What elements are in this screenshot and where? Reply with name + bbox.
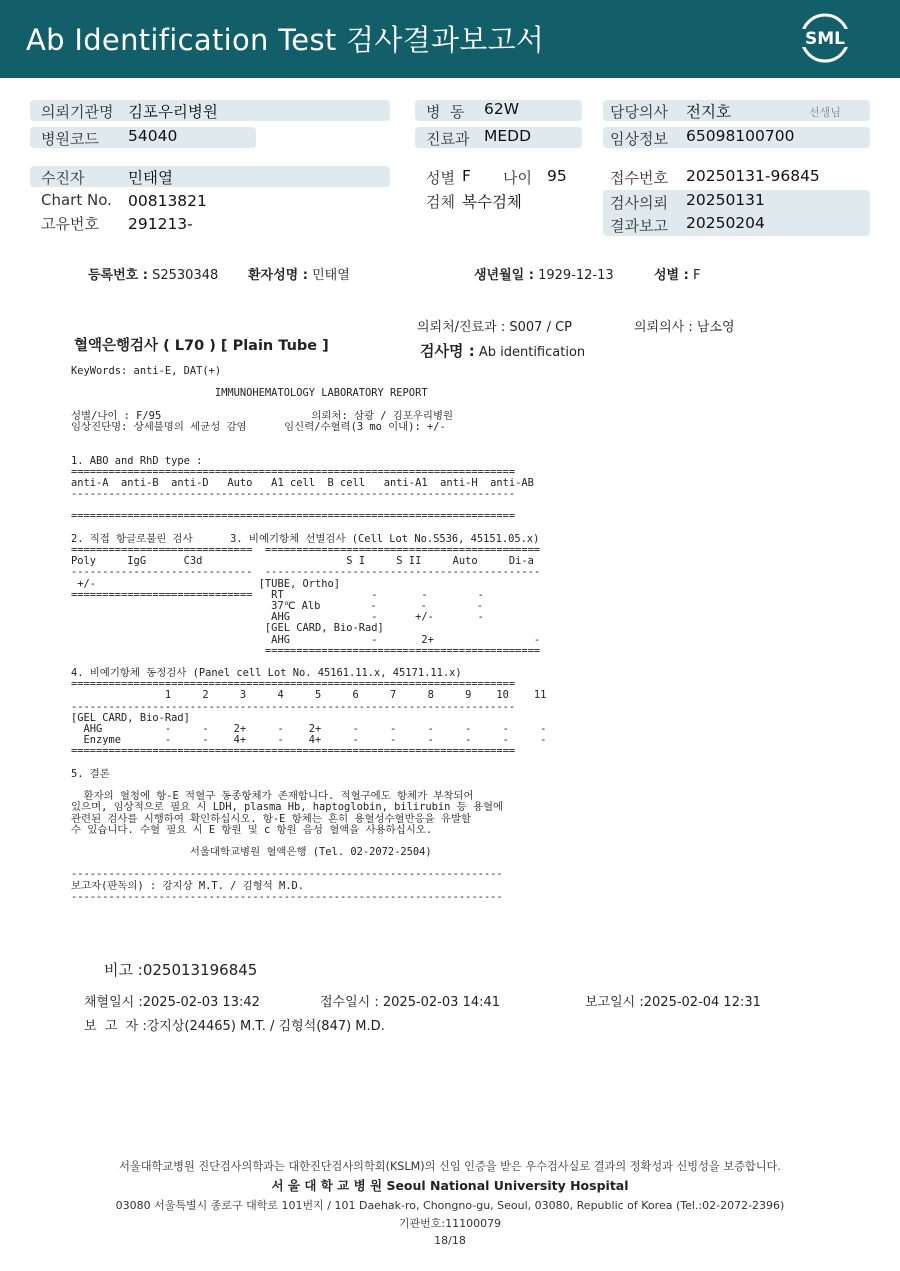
report-line: 성별/나이 : F/95 의뢰처: 삼광 / 김포우리병원 [71,409,454,422]
receive-label: 접수일시 : [320,995,379,1010]
report-line [71,444,541,455]
report-line: 4. 비예기항체 동정검사 (Panel cell Lot No. 45161.11.x, 45171.11.x) [71,667,462,680]
patient-name-label: 환자성명 : [248,268,308,283]
report-line: --------------------------------------------------------------------- [71,890,503,903]
report-line: ----------------------------------------------------------------------- [71,488,516,501]
patient-name [248,264,350,283]
report-line: ======================================================================= [71,678,516,691]
age-label: 나이 [503,169,532,187]
report-line: +/- [TUBE, Ortho] [71,577,340,590]
ward-label: 병 동 [426,103,465,121]
note [104,959,257,980]
report-line: AHG - - 2+ - 2+ - - - - - - [71,723,547,735]
report-line: ----------------------------------------------------------------------- [71,700,516,713]
chart-no-label: Chart No. [41,191,112,209]
ref-doctor-label: 의뢰의사 : [634,320,693,335]
report-time [585,991,761,1010]
report-header [0,0,900,78]
specimen-value: 복수검체 [462,193,522,211]
reporter-label: 보 고 자 : [84,1019,147,1034]
note-label: 비고 : [104,961,143,979]
clinical-label: 임상정보 [610,130,668,148]
unique-no-value: 291213- [128,215,193,233]
ward-value: 62W [484,100,520,118]
reporter [84,1015,385,1034]
report-line: IMMUNOHEMATOLOGY LABORATORY REPORT [71,387,428,400]
referral [417,316,572,335]
report-line: 수 있습니다. 수혈 필요 시 E 항원 및 c 항원 음성 혈액을 사용하십시오. [71,823,433,836]
doctor-suffix: 선생님 [809,106,841,119]
hospital-code-label: 병원코드 [41,130,99,148]
report-line: [GEL CARD, Bio-Rad] [71,711,190,724]
request-label: 검사의뢰 [610,194,668,212]
ref-doctor-value: 남소영 [696,320,735,335]
patient-label: 수진자 [41,169,85,187]
doctor-value: 전지호 [686,103,731,121]
report-line: KeyWords: anti-E, DAT(+) [71,365,222,377]
collect-time [84,991,260,1010]
report-date-label: 결과보고 [610,217,668,235]
reg-no [88,264,218,283]
receive-value: 2025-02-03 14:41 [382,995,501,1010]
reg-no-label: 등록번호 : [88,268,148,283]
report-line: 있으며, 임상적으로 필요 시 LDH, plasma Hb, haptoglobin, bilirubin 등 용혈에 [71,801,504,814]
collect-label: 채혈일시 : [84,995,143,1010]
svg-text:SML: SML [805,29,845,49]
receipt-label: 접수번호 [610,169,668,187]
report-line: ----------------------------- -------------------------------------------- [71,566,541,579]
report-line: ============================= RT - - - [71,588,484,601]
lab-report-body [71,365,547,903]
report-line: 서울대학교병원 혈액은행 (Tel. 02-2072-2504) [71,846,432,859]
record-sex-value: F [692,268,701,283]
age-value: 95 [547,167,567,185]
test-name-label: 검사명 : [420,342,475,360]
receive-time [320,991,500,1010]
ref-doctor [634,316,735,335]
report-line: ============================================ [71,644,541,657]
reporter-value: 강지상(24465) M.T. / 김형석(847) M.D. [146,1019,385,1034]
report-line [71,433,541,444]
report-line: AHG - +/- - [71,611,484,624]
unique-no-label: 고유번호 [41,215,99,233]
report-line: ======================================================================= [71,510,516,523]
report-line: ======================================================================= [71,745,516,758]
report-line: ======================================================================= [71,465,516,478]
hospital-code-value: 54040 [128,127,178,145]
report-line: 관련된 검사를 시행하여 확인하십시오. 항-E 항체는 흔히 용혈성수혈반응을 유발할 [71,812,472,825]
report-line: AHG - 2+ - [71,633,541,646]
note-value: 025013196845 [142,961,258,979]
institution-label: 의뢰기관명 [41,103,114,121]
footer-institution-code: 기관번호:11100079 [398,1217,502,1230]
birth-date-value: 1929-12-13 [538,268,614,283]
report-line: ============================= ============================================ [71,544,541,556]
patient-value: 민태열 [128,169,173,187]
sex-label: 성별 [426,169,455,187]
report-line: 환자의 혈청에 항-E 적혈구 동종항체가 존재합니다. 적혈구에도 항체가 부착되어 [71,790,474,803]
report-line: 1 2 3 4 5 6 7 8 9 10 11 [71,689,547,702]
report-line: 1. ABO and RhD type : [71,454,203,467]
doctor-label: 담당의사 [610,103,668,121]
request-value: 20250131 [686,191,765,209]
dept-value: MEDD [484,127,532,145]
footer-address: 03080 서울특별시 종로구 대학로 101번지 / 101 Daehak-ro, Chongno-gu, Seoul, 03080, Republic of Korea (Tel.:02-2072-2396) [115,1199,785,1212]
report-line: 2. 직접 항글로불린 검사 3. 비예기항체 선별검사 (Cell Lot No.S536, 45151.05.x) [71,532,540,545]
clinical-value: 65098100700 [686,127,795,145]
report-date-value: 20250204 [686,214,765,232]
institution-value: 김포우리병원 [128,103,218,121]
referral-value: S007 / CP [509,320,573,335]
test-title: 혈액은행검사 ( L70 ) [ Plain Tube ] [74,338,329,354]
specimen-label: 검체 [426,193,455,211]
report-line [71,758,541,769]
report-line: 임상진단명: 상세불명의 세균성 감염 임신력/수혈력(3 mo 이내): +/- [71,420,446,433]
birth-date-label: 생년월일 : [474,268,534,283]
footer-hospital-name: 서 울 대 학 교 병 원 Seoul National University Hospital [271,1178,629,1193]
sml-logo-icon [796,12,854,64]
dept-label: 진료과 [426,130,470,148]
referral-label: 의뢰처/진료과 : [417,320,506,335]
report-line: --------------------------------------------------------------------- [71,868,503,881]
report-line: 보고자(판독의) : 강지상 M.T. / 김형석 M.D. [71,879,305,892]
report-time-label: 보고일시 : [585,995,644,1010]
report-title: Ab Identification Test 검사결과보고서 [26,23,545,57]
test-name [420,340,585,361]
sex-value: F [462,167,471,185]
patient-name-value: 민태열 [312,268,350,283]
report-line: anti-A anti-B anti-D Auto A1 cell B cell anti-A1 anti-H anti-AB [71,476,534,489]
report-line: 5. 결론 [71,767,110,780]
record-sex-label: 성별 : [654,268,689,283]
report-time-value: 2025-02-04 12:31 [643,995,761,1010]
test-name-value: Ab identification [478,345,586,360]
report-line: Enzyme - - 4+ - 4+ - - - - - - [71,734,547,747]
record-sex [654,264,700,283]
lab-report-text [71,365,547,903]
footer-certification: 서울대학교병원 진단검사의학과는 대한진단검사의학회(KSLM)의 신임 인증을 받은 우수검사실로 결과의 정확성과 신빙성을 보증합니다. [119,1160,781,1173]
report-line: [GEL CARD, Bio-Rad] [71,622,384,635]
page-number: 18/18 [434,1234,466,1247]
chart-no-value: 00813821 [128,192,207,210]
collect-value: 2025-02-03 13:42 [142,995,260,1010]
birth-date [474,264,614,283]
report-line: Poly IgG C3d S I S II Auto Di-a [71,555,534,568]
receipt-value: 20250131-96845 [686,167,820,185]
report-line: 37℃ Alb - - - [71,599,484,612]
reg-no-value: S2530348 [152,268,219,283]
